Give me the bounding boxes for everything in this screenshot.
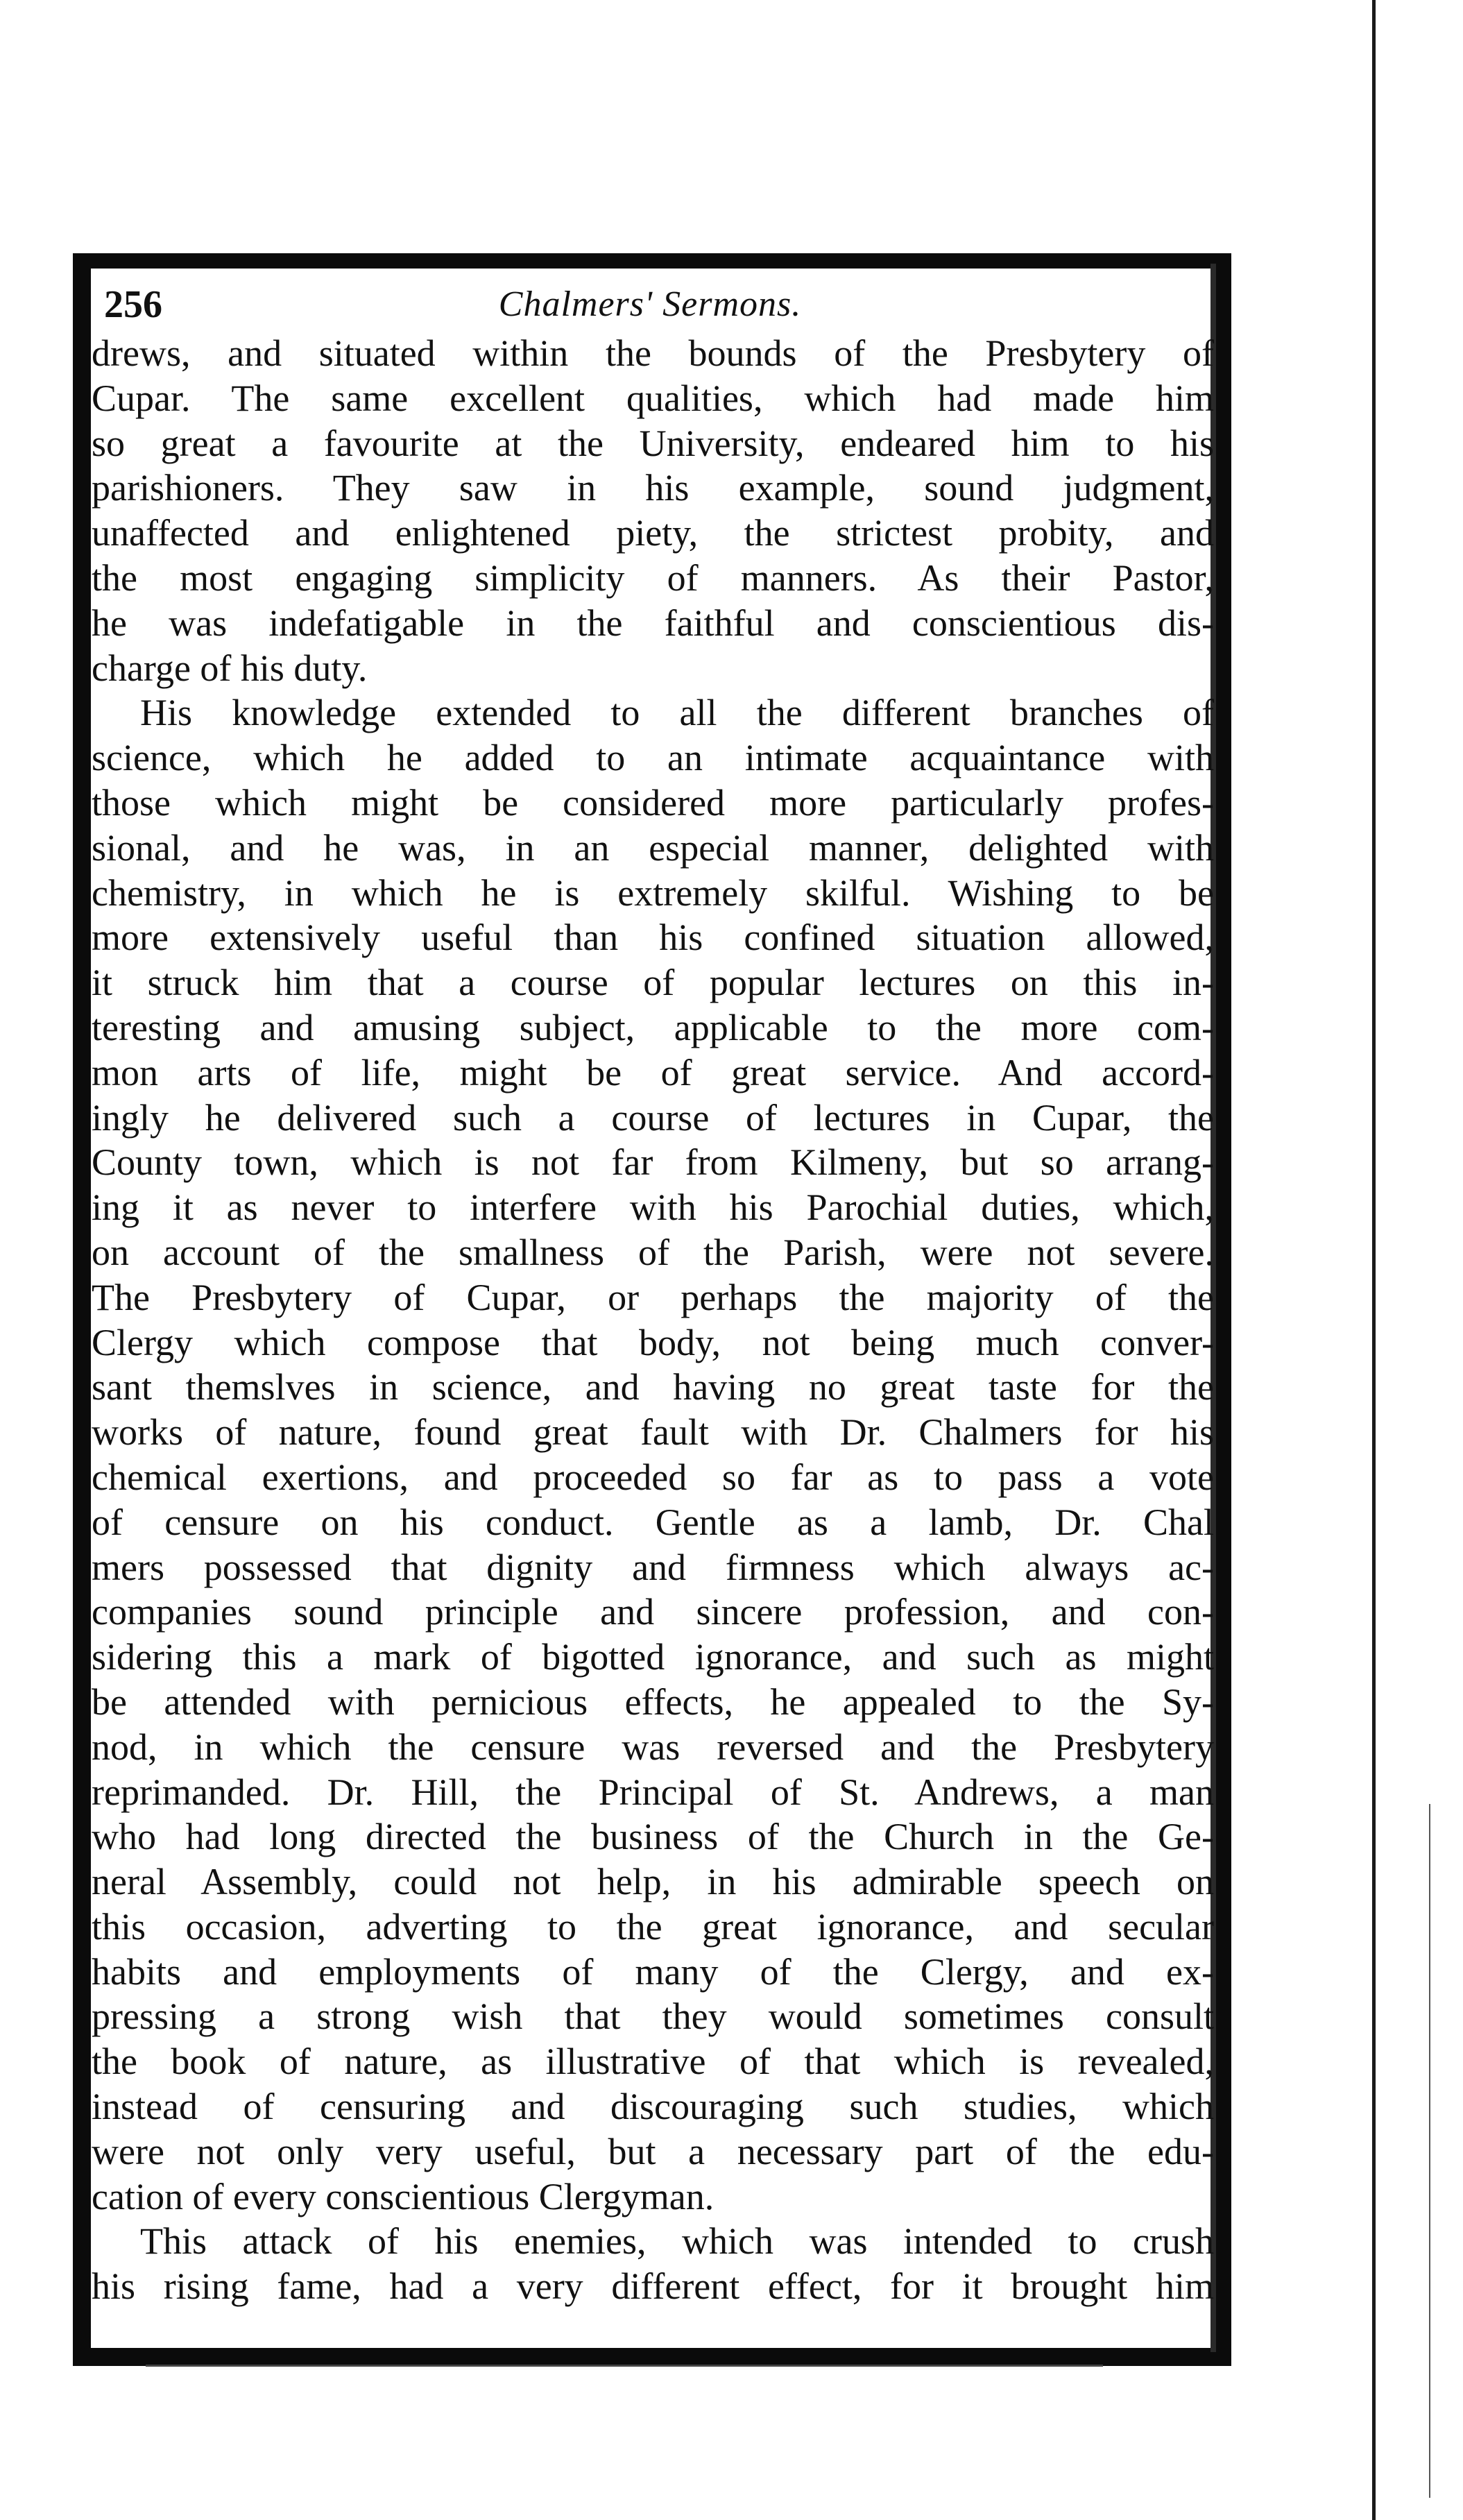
text-line: his rising fame, had a very different effect, for it brought him: [92, 2265, 1214, 2308]
text-line: this occasion, adverting to the great ignorance, and secular: [92, 1905, 1214, 1948]
text-line: County town, which is not far from Kilmeny, but so arrang-: [92, 1141, 1214, 1184]
text-line: chemical exertions, and proceeded so far as to pass a vote: [92, 1456, 1214, 1498]
text-line: Cupar. The same excellent qualities, which had made him: [92, 377, 1214, 419]
text-line: mon arts of life, might be of great service. And accord-: [92, 1051, 1214, 1093]
text-line: science, which he added to an intimate acquaintance with: [92, 737, 1214, 779]
text-line: so great a favourite at the University, endeared him to his: [92, 422, 1214, 464]
text-line: habits and employments of many of the Clergy, and ex-: [92, 1950, 1214, 1993]
text-line: teresting and amusing subject, applicable to the more com-: [92, 1006, 1214, 1048]
page-number: 256: [104, 283, 162, 326]
text-line: those which might be considered more particularly profes-: [92, 781, 1214, 824]
text-line: nod, in which the censure was reversed and the Presbytery: [92, 1726, 1214, 1768]
page-text-block: [78, 281, 1222, 2356]
text-line: be attended with pernicious effects, he appealed to the Sy-: [92, 1680, 1214, 1723]
text-line: cation of every conscientious Clergyman.: [92, 2175, 715, 2217]
text-line: drews, and situated within the bounds of the Presbytery of: [92, 332, 1214, 374]
text-line: reprimanded. Dr. Hill, the Principal of St. Andrews, a man: [92, 1771, 1214, 1813]
text-line: ingly he delivered such a course of lectures in Cupar, the: [92, 1096, 1214, 1139]
running-title: Chalmers' Sermons.: [498, 284, 802, 324]
text-line: sant themslves in science, and having no great taste for the: [92, 1366, 1214, 1408]
text-line: sional, and he was, in an especial manner, delighted with: [92, 826, 1214, 869]
text-line: ing it as never to interfere with his Parochial duties, which,: [92, 1186, 1214, 1229]
page-edge-line-faint: [1429, 1804, 1430, 2498]
text-line: neral Assembly, could not help, in his admirable speech on: [92, 1861, 1214, 1903]
text-line: charge of his duty.: [92, 647, 368, 689]
text-line: he was indefatigable in the faithful and conscientious dis-: [92, 602, 1214, 644]
text-line: companies sound principle and sincere profession, and con-: [92, 1591, 1214, 1633]
text-line: were not only very useful, but a necessary part of the edu-: [92, 2130, 1214, 2172]
text-line: unaffected and enlightened piety, the strictest probity, and: [92, 512, 1214, 554]
text-line: instead of censuring and discouraging such studies, which: [92, 2086, 1214, 2128]
text-line: Clergy which compose that body, not being much conver-: [92, 1321, 1214, 1363]
text-line: it struck him that a course of popular lectures on this in-: [92, 962, 1214, 1004]
text-line: of censure on his conduct. Gentle as a lamb, Dr. Chal: [92, 1501, 1214, 1543]
text-line: mers possessed that dignity and firmness which always ac-: [92, 1546, 1214, 1588]
text-line: pressing a strong wish that they would sometimes consult: [92, 1995, 1214, 2038]
text-line: on account of the smallness of the Parish, were not severe.: [92, 1231, 1214, 1273]
text-line: more extensively useful than his confined situation allowed,: [92, 917, 1214, 959]
running-head: [78, 281, 1222, 331]
text-line: His knowledge extended to all the different branches of: [140, 692, 1214, 734]
text-line: who had long directed the business of the Church in the Ge-: [92, 1816, 1214, 1858]
text-line: the most engaging simplicity of manners. As their Pastor,: [92, 556, 1214, 599]
text-line: works of nature, found great fault with Dr. Chalmers for his: [92, 1411, 1214, 1454]
text-line: This attack of his enemies, which was intended to crush: [140, 2220, 1214, 2263]
text-line: sidering this a mark of bigotted ignorance, and such as might: [92, 1636, 1214, 1678]
text-line: chemistry, in which he is extremely skilful. Wishing to be: [92, 871, 1214, 914]
bottom-rule: [146, 2365, 1103, 2367]
text-line: The Presbytery of Cupar, or perhaps the majority of the: [92, 1276, 1214, 1318]
text-line: the book of nature, as illustrative of that which is revealed,: [92, 2041, 1214, 2083]
text-line: parishioners. They saw in his example, sound judgment,: [92, 467, 1214, 509]
page-edge-line: [1372, 0, 1376, 2520]
